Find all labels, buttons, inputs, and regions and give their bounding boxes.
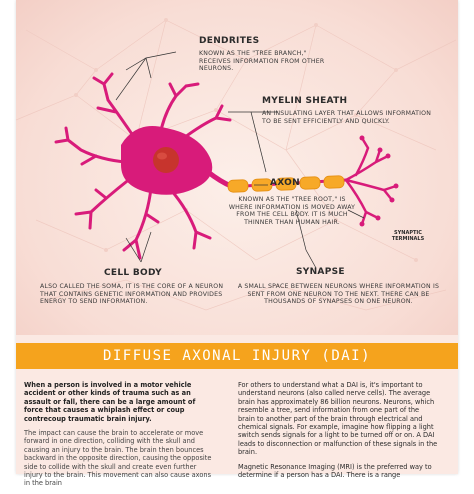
axon-description: KNOWN AS THE "TREE ROOT," IS WHERE INFORMATION IS MOVED AWAY FROM THE CELL BODY. IT IS MUCH THINNER THAN HUMAN HAIR. [228, 196, 356, 226]
cell-body-description: ALSO CALLED THE SOMA, IT IS THE CORE OF A NEURON THAT CONTAINS GENETIC INFORMATION AND PROVIDES ENERGY TO SEND INFORMATION. [40, 283, 224, 306]
axon-title: AXON [270, 178, 300, 188]
section-banner [16, 343, 458, 369]
axon-title-wrap [270, 178, 390, 188]
dendrites-title: DENDRITES [199, 36, 260, 46]
left-column [24, 381, 214, 494]
dendrites-label [199, 36, 339, 73]
neuron-diagram [16, 0, 458, 335]
right-paragraph-2: Magnetic Resonance Imaging (MRI) is the preferred way to determine if a person has a DAI. There is a range [238, 462, 432, 480]
cell-body-title: CELL BODY [104, 268, 162, 278]
synapse-label [236, 267, 441, 306]
left-body-paragraph: The impact can cause the brain to accelerate or move forward in one direction, colliding with the skull and causing an injury to the brain. The brain then bounces backward in the opposite direction, causing the opposite side to collide with the skull and create even further injury to the brain. This movement can also cause axons in the brain [24, 429, 212, 488]
axon-description-wrap [228, 196, 356, 226]
synaptic-terminals-label: SYNAPTIC TERMINALS [391, 230, 425, 242]
synapse-description: A SMALL SPACE BETWEEN NEURONS WHERE INFORMATION IS SENT FROM ONE NEURON TO THE NEXT. THERE CAN BE THOUSANDS OF SYNAPSES ON ONE NEURON. [237, 283, 440, 306]
left-lead-paragraph: When a person is involved in a motor vehicle accident or other kinds of trauma such as an assault or fall, there can be a large amount of force that causes a whiplash effect or coup contrecoup traumatic brain injury. [24, 381, 196, 423]
myelin-description: AN INSULATING LAYER THAT ALLOWS INFORMATION TO BE SENT EFFICIENTLY AND QUICKLY. [262, 110, 432, 125]
right-column [238, 381, 438, 485]
myelin-label [262, 96, 432, 125]
dendrites-description: KNOWN AS THE "TREE BRANCH," RECEIVES INFORMATION FROM OTHER NEURONS. [199, 50, 325, 73]
handout-page [16, 0, 458, 488]
synapse-title: SYNAPSE [296, 267, 345, 277]
right-paragraph-1: For others to understand what a DAI is, it's important to understand neurons (also called nerve cells). The average brain has approximately 86 billion neurons. Neurons, which resemble a tree, send information from one part of the brain to another part of the brain through electrical and chemical signals. For example, imagine how flipping a light switch sends signals for a light to be turned off or on. A DAI leads to disconnection or malfunction of these signals in the brain. [238, 381, 438, 457]
nucleus-shape [153, 147, 179, 173]
myelin-title: MYELIN SHEATH [262, 96, 348, 106]
cell-body-label [40, 268, 230, 306]
banner-title: DIFFUSE AXONAL INJURY (DAI) [102, 348, 372, 364]
